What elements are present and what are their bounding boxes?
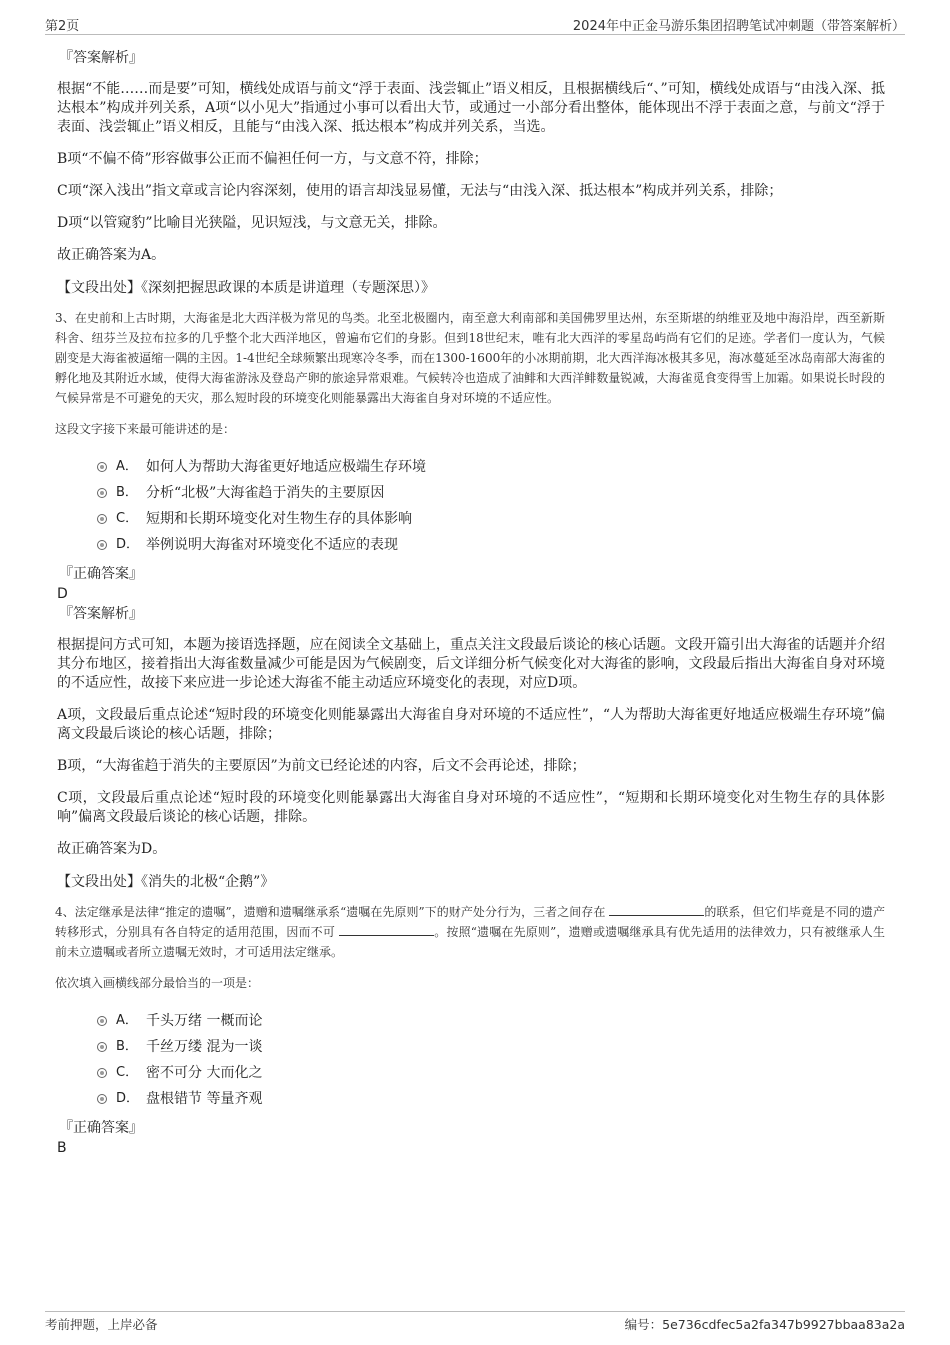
analysis-label: 『答案解析』 bbox=[59, 606, 143, 622]
correct-answer: B bbox=[57, 1140, 67, 1156]
analysis-paragraph: 根据“不能……而是要”可知，横线处成语与前文“浮于表面、浅尝辄止”语义相反，且根据横线后“、”可知，横线处成语与“由浅入深、抵达根本”构成并列关系，A项“以小见大”指通过小事可以看出大节，或通过一小部分看出整体，能体现出不浮于表面之意，与前文“浮于表面、浅尝辄止”语义相反，且能与“由浅入深、抵达根本”构成并列关系，当选。 bbox=[57, 81, 885, 135]
option-c[interactable] bbox=[55, 506, 885, 532]
page-content bbox=[55, 48, 885, 1158]
question-stem: 3、在史前和上古时期，大海雀是北大西洋极为常见的鸟类。北至北极圈内，南至意大利南部和美国佛罗里达州，东至斯堪的纳维亚及地中海沿岸，西至新斯科舍、纽芬兰及拉布拉多的几乎整个北大西洋地区，曾遍布它们的身影。但到18世纪末，唯有北大西洋的零星岛屿尚有它们的足迹。学者们一度认为，气候剧变是大海雀被逼缩一隅的主因。1-4世纪全球频繁出现寒冷冬季，而在1300-1600年的小冰期前期，北大西洋海冰极其多见，海冰蔓延至冰岛南部大海雀的孵化地及其附近水域，使得大海雀游泳及登岛产卵的旅途异常艰难。气候转冷也造成了油鲱和大西洋鲱数量锐减，大海雀觅食变得雪上加霜。如果说长时段的气候异常是不可避免的天灾，那么短时段的环境变化则能暴露出大海雀自身对环境的不适应性。 bbox=[55, 311, 885, 405]
analysis-paragraph: A项，文段最后重点论述“短时段的环境变化则能暴露出大海雀自身对环境的不适应性”，“人为帮助大海雀更好地适应极端生存环境”偏离文段最后谈论的核心话题，排除； bbox=[57, 707, 885, 742]
correct-answer-label: 『正确答案』 bbox=[59, 1120, 143, 1136]
question-prompt: 依次填入画横线部分最恰当的一项是： bbox=[55, 976, 260, 990]
analysis-paragraph: C项，文段最后重点论述“短时段的环境变化则能暴露出大海雀自身对环境的不适应性”，“短期和长期环境变化对生物生存的具体影响”偏离文段最后谈论的核心话题，排除。 bbox=[57, 790, 885, 825]
page-footer bbox=[45, 1311, 905, 1332]
option-a[interactable] bbox=[55, 1008, 885, 1034]
source-citation: 【文段出处】《深刻把握思政课的本质是讲道理（专题深思）》 bbox=[57, 280, 435, 296]
analysis-paragraph: 根据提问方式可知，本题为接语选择题，应在阅读全文基础上，重点关注文段最后谈论的核心话题。文段开篇引出大海雀的话题并介绍其分布地区，接着指出大海雀数量减少可能是因为气候剧变，后文详细分析气候变化对大海雀的影响，文段最后指出大海雀自身对环境的不适应性，故接下来应进一步论述大海雀不能主动适应环境变化的表现，对应D项。 bbox=[57, 637, 885, 691]
footer-slogan: 考前押题，上岸必备 bbox=[45, 1317, 158, 1332]
document-title: 2024年中正金马游乐集团招聘笔试冲刺题（带答案解析） bbox=[572, 19, 905, 34]
option-text: 盘根错节 等量齐观 bbox=[146, 1091, 263, 1107]
option-text: 千丝万缕 混为一谈 bbox=[146, 1039, 263, 1055]
analysis-label: 『答案解析』 bbox=[59, 50, 143, 66]
radio-icon[interactable] bbox=[97, 540, 107, 550]
option-text: 举例说明大海雀对环境变化不适应的表现 bbox=[146, 537, 398, 553]
question-prompt: 这段文字接下来最可能讲述的是： bbox=[55, 422, 236, 436]
analysis-paragraph: B项“不偏不倚”形容做事公正而不偏袒任何一方，与文意不符，排除； bbox=[57, 151, 488, 167]
answer-conclusion: 故正确答案为A。 bbox=[57, 247, 166, 263]
fill-blank bbox=[339, 923, 434, 936]
analysis-paragraph: C项“深入浅出”指文章或言论内容深刻，使用的语言却浅显易懂，无法与“由浅入深、抵达根本”构成并列关系，排除； bbox=[57, 183, 783, 199]
option-c[interactable] bbox=[55, 1060, 885, 1086]
option-text: 分析“北极”大海雀趋于消失的主要原因 bbox=[146, 485, 385, 501]
document-code: 编号：5e736cdfec5a2fa347b9927bbaa83a2a bbox=[624, 1317, 905, 1332]
option-d[interactable] bbox=[55, 532, 885, 558]
option-text: 密不可分 大而化之 bbox=[146, 1065, 263, 1081]
correct-answer: D bbox=[57, 586, 68, 602]
option-letter: D． bbox=[116, 537, 140, 552]
radio-icon[interactable] bbox=[97, 488, 107, 498]
answer-conclusion: 故正确答案为D。 bbox=[57, 841, 167, 857]
option-letter: D． bbox=[116, 1091, 140, 1106]
option-text: 如何人为帮助大海雀更好地适应极端生存环境 bbox=[146, 459, 426, 475]
correct-answer-label: 『正确答案』 bbox=[59, 566, 143, 582]
option-letter: C． bbox=[116, 1065, 139, 1080]
option-list bbox=[55, 454, 885, 558]
radio-icon[interactable] bbox=[97, 1094, 107, 1104]
page-header bbox=[45, 14, 905, 35]
analysis-paragraph: B项，“大海雀趋于消失的主要原因”为前文已经论述的内容，后文不会再论述，排除； bbox=[57, 758, 586, 774]
radio-icon[interactable] bbox=[97, 1016, 107, 1026]
radio-icon[interactable] bbox=[97, 514, 107, 524]
option-d[interactable] bbox=[55, 1086, 885, 1112]
option-text: 千头万绪 一概而论 bbox=[146, 1013, 263, 1029]
option-letter: B． bbox=[116, 1039, 138, 1054]
source-citation: 【文段出处】《消失的北极“企鹅”》 bbox=[57, 874, 275, 890]
option-list bbox=[55, 1008, 885, 1112]
option-a[interactable] bbox=[55, 454, 885, 480]
option-letter: A． bbox=[116, 459, 138, 474]
option-letter: B． bbox=[116, 485, 138, 500]
option-letter: A． bbox=[116, 1013, 138, 1028]
question-stem: 4、法定继承是法律“推定的遗嘱”，遗赠和遗嘱继承系“遗嘱在先原则”下的财产处分行为，三者之间存在 的联系，但它们毕竟是不同的遗产转移形式，分别具有各自特定的适用范围，因而不可 。按照“遗嘱在先原则”，遗赠或遗嘱继承具有优先适用的法律效力，只有被继承人生前未立遗嘱或者所立遗嘱无效时，才可适用法定继承。 bbox=[55, 905, 885, 959]
radio-icon[interactable] bbox=[97, 462, 107, 472]
option-b[interactable] bbox=[55, 1034, 885, 1060]
analysis-paragraph: D项“以管窥豹”比喻目光狭隘，见识短浅，与文意无关，排除。 bbox=[57, 215, 447, 231]
page-number: 第2页 bbox=[45, 19, 80, 34]
radio-icon[interactable] bbox=[97, 1042, 107, 1052]
radio-icon[interactable] bbox=[97, 1068, 107, 1078]
fill-blank bbox=[609, 903, 704, 916]
option-b[interactable] bbox=[55, 480, 885, 506]
option-letter: C． bbox=[116, 511, 139, 526]
option-text: 短期和长期环境变化对生物生存的具体影响 bbox=[146, 511, 412, 527]
